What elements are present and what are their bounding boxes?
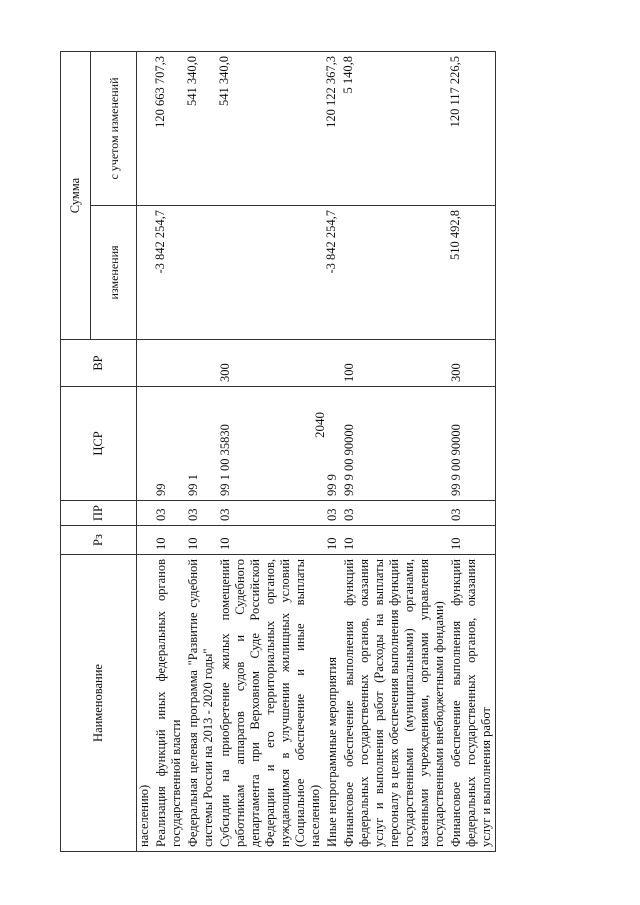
row-name: Субсидии на приобретение жилых помещений работникам аппаратов судов и Судебного департамента при Верховном Суде Российской Федерации и его территориальных органов, нуждающимся в улучшении жилищных условий (Социальное обеспечение и иные выплаты населению)	[217, 555, 324, 852]
header-rz: Рз	[61, 526, 137, 555]
table-row	[448, 52, 496, 852]
header-pr: ПР	[61, 501, 137, 526]
row-rz: 10	[341, 526, 448, 555]
row-rz: 10	[448, 526, 496, 555]
row-csr: 99 9 00 90000	[341, 387, 448, 501]
row-rz: 10	[324, 526, 341, 555]
row-rz: 10	[217, 526, 324, 555]
table-row	[185, 52, 217, 852]
row-name: Иные непрограммные мероприятия	[324, 555, 341, 852]
row-vr	[185, 340, 217, 387]
row-csr: 99 1	[185, 387, 217, 501]
row-change: 510 492,8	[448, 206, 496, 340]
row-name: Федеральная целевая программа "Развитие судебной системы России на 2013 - 2020 годы"	[185, 555, 217, 852]
row-total: 541 340,0	[217, 52, 324, 206]
table-row	[341, 52, 448, 852]
row-change: -3 842 254,7	[153, 206, 185, 340]
row-name: Реализация функций иных федеральных органов государственной власти	[153, 555, 185, 852]
row-vr	[324, 340, 341, 387]
row-name: Финансовое обеспечение выполнения функций федеральных государственных органов, оказания услуг и выполнения работ	[448, 555, 496, 852]
header-sum: Сумма	[61, 52, 91, 340]
row-change	[185, 206, 217, 340]
row-vr: 300	[448, 340, 496, 387]
row-total: 541 340,0	[185, 52, 217, 206]
row-csr: 99	[153, 387, 185, 501]
row-total: 5 140,8	[341, 52, 448, 206]
header-vr: ВР	[61, 340, 137, 387]
row-total: 120 122 367,3	[324, 52, 341, 206]
table-row	[153, 52, 185, 852]
row-vr	[153, 340, 185, 387]
table-header	[61, 52, 137, 852]
budget-table	[60, 51, 496, 852]
row-rz: 10	[185, 526, 217, 555]
page-number: 2040	[312, 412, 327, 438]
row-change	[341, 206, 448, 340]
row-pr: 03	[341, 501, 448, 526]
continuation-row	[137, 52, 154, 852]
row-pr: 03	[448, 501, 496, 526]
row-change	[217, 206, 324, 340]
header-changes: изменения	[91, 206, 137, 340]
row-csr: 99 1 00 35830	[217, 387, 324, 501]
rotated-page	[60, 52, 580, 852]
row-pr: 03	[185, 501, 217, 526]
row-change: -3 842 254,7	[324, 206, 341, 340]
row-vr: 100	[341, 340, 448, 387]
header-with-changes: с учетом изменений	[91, 52, 137, 206]
table-row	[324, 52, 341, 852]
row-name: Финансовое обеспечение выполнения функций федеральных государственных органов, оказания услуг и выполнения работ (Расходы на выплаты персоналу в целях обеспечения выполнения функций государственными (муниципальными) органами, казенными учреждениями, органами управления государственными внебюджетными фондами)	[341, 555, 448, 852]
row-pr: 03	[217, 501, 324, 526]
row-pr: 03	[324, 501, 341, 526]
row-total: 120 117 226,5	[448, 52, 496, 206]
row-total: 120 663 707,3	[153, 52, 185, 206]
table-row	[217, 52, 324, 852]
row-vr: 300	[217, 340, 324, 387]
continuation-text: населению)	[137, 555, 154, 852]
row-pr: 03	[153, 501, 185, 526]
row-rz: 10	[153, 526, 185, 555]
table-body	[137, 52, 496, 852]
header-csr: ЦСР	[61, 387, 137, 501]
row-csr: 99 9 00 90000	[448, 387, 496, 501]
row-csr: 99 9	[324, 387, 341, 501]
header-name: Наименование	[61, 555, 137, 852]
